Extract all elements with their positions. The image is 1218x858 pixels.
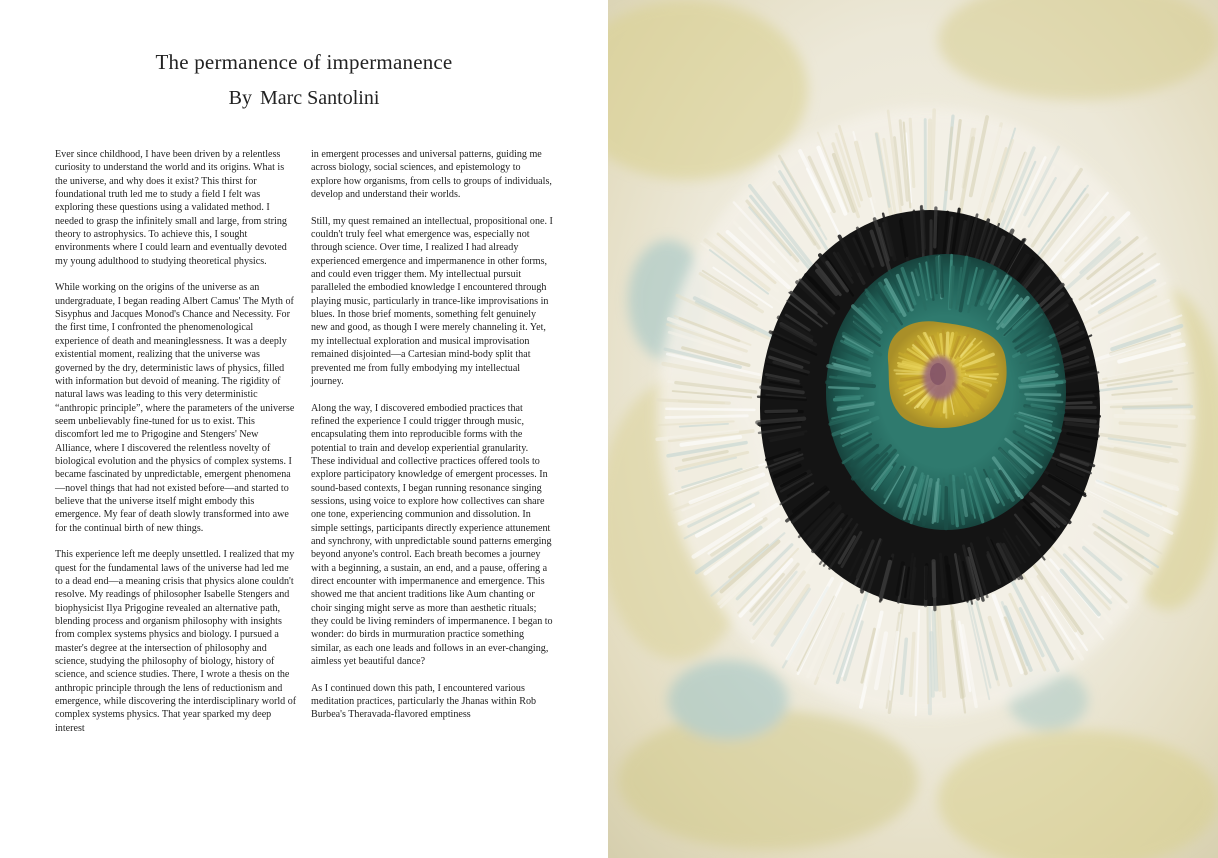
text-column-left — [55, 148, 297, 748]
brush-stroke — [926, 565, 927, 599]
painting-page — [608, 0, 1218, 858]
paragraph: Along the way, I discovered embodied practices that refined the experience I could trigger through music, encapsulating them into reproducible forms with the potential to train and develop experiential granularity. These individual and collective practices offered tools to explore participatory knowledge of emergent processes. In sound-based contexts, I began running resonance singing sessions, using voice to explore how collectives can share one tone, experiencing communion and dissolution. In simple settings, participants directly experience attunement and synchrony, with unpredictable sound patterns emerging beyond anyone's control. Each breath becomes a journey with a beginning, a sustain, an end, and a pause, offering a direct encounter with impermanence and emergence. This showed me that ancient traditions like Aum chanting or choir singing might serve as more than aesthetic rituals; they could be living reminders of impermanence. I began to wonder: do birds in murmuration practice something similar, as each one leads and follows in an ever-changing, aimless yet beautiful dance? — [311, 402, 553, 668]
article-title: The permanence of impermanence — [155, 50, 453, 74]
brush-stroke — [829, 387, 859, 388]
brush-stroke — [934, 563, 935, 609]
magenta-center-dark — [930, 363, 946, 385]
article-page — [0, 0, 608, 858]
brush-stroke — [937, 258, 939, 292]
brush-stroke — [944, 397, 945, 412]
text-column-right — [311, 148, 553, 735]
brush-stroke — [950, 476, 952, 523]
paragraph: Ever since childhood, I have been driven by a relentless curiosity to understand the world and its origins. What is the universe, and why does it exist? This thirst for foundational truth led me to study a field I felt was exploring these questions using a validated method. I needed to grasp the infinitely small and large, from string theory to astrophysics. To achieve this, I sought environments where I could learn and eventually devoted my young adulthood to studying theoretical physics. — [55, 149, 287, 267]
brush-stroke — [835, 398, 859, 400]
brush-stroke — [943, 479, 944, 519]
brush-stroke — [943, 330, 945, 354]
brush-stroke — [1021, 385, 1054, 387]
brush-stroke — [666, 416, 747, 418]
brush-stroke — [1062, 414, 1100, 416]
paragraph: This experience left me deeply unsettled. I realized that my quest for the fundamental laws of the universe had led me to a dead end—a meaning crisis that physics alone couldn't resolve. My readings of philosopher Isabelle Stengers and biophysicist Ilya Prigogine revealed an alternative path, blending process and organism philosophy with insights from complex systems physics and biology. I pursued a master's degree at the intersection of philosophy and science, studying the philosophy of biology, history of science, and science studies. There, I wrote a thesis on the anthropic principle through the lens of reductionism and emergence, while discovering the interdisciplinary world of complex systems physics. That year sparked my deep interest — [55, 549, 297, 734]
paragraph: in emergent processes and universal patterns, guiding me across biology, social sciences, and epistemology to explore how organisms, from cells to groups of individuals, develop and understand their worlds. — [311, 149, 552, 201]
article-byline — [0, 87, 608, 110]
brush-stroke — [1116, 416, 1194, 418]
brush-stroke — [934, 612, 937, 690]
author-name: Marc Santolini — [259, 87, 380, 109]
concentric-eye-painting — [608, 0, 1218, 858]
brush-stroke — [935, 208, 936, 247]
brush-stroke — [1065, 403, 1092, 404]
brush-stroke — [927, 602, 928, 703]
paragraph: Still, my quest remained an intellectual, propositional one. I couldn't truly feel what emergence was, especially not through science. Over time, I realized I had already experienced emergence and impermanence in other forms, and could even trigger them. My intellectual pursuit paralleled the embodied knowledge I encountered through playing music, particularly in trance-like improvisations in blues. In those brief moments, something felt genuinely new and good, as though I were merely channeling it. Yet, my intellectual exploration and musical improvisation remained disjointed—a Cartesian mind-body split that prevented me from fully embodying my intellectual journey. — [311, 215, 553, 387]
brush-stroke — [922, 206, 924, 252]
brush-stroke — [766, 411, 797, 412]
brush-stroke — [951, 267, 953, 306]
brush-stroke — [666, 409, 754, 410]
paragraph: As I continued down this path, I encountered various meditation practices, particularly the Jhanas within Rob Burbea's Theravada-flavored emptiness — [311, 682, 537, 721]
brush-stroke — [941, 257, 943, 296]
paragraph: While working on the origins of the universe as an undergraduate, I began reading Albert Camus' The Myth of Sisyphus and Jacques Monod's Chance and Necessity. For the first time, I confronted the phenomenological experience of death and meaninglessness. It was a deeply existential moment, realizing that the universe was governed by the dry, deterministic laws of physics, filled with information but devoid of meaning. The rigidity of natural laws was leading to this very deterministic “anthropic principle”, where the parameters of the universe seem unbelievably fine-tuned for us to exist. This discomfort led me to Prigogine and Stengers' New Alliance, where I discovered the relentless novelty of biological evolution and the physics of complex systems. I became fascinated by unpredictable, emergent phenomena—novel things that had not existed before—and started to believe that the universe itself might embody this emergence. My fear of death slowly transformed into awe for the continual birth of new things. — [55, 282, 295, 534]
brush-stroke — [967, 372, 992, 373]
byline-prefix: By — [228, 87, 252, 109]
brush-stroke — [1026, 394, 1060, 395]
